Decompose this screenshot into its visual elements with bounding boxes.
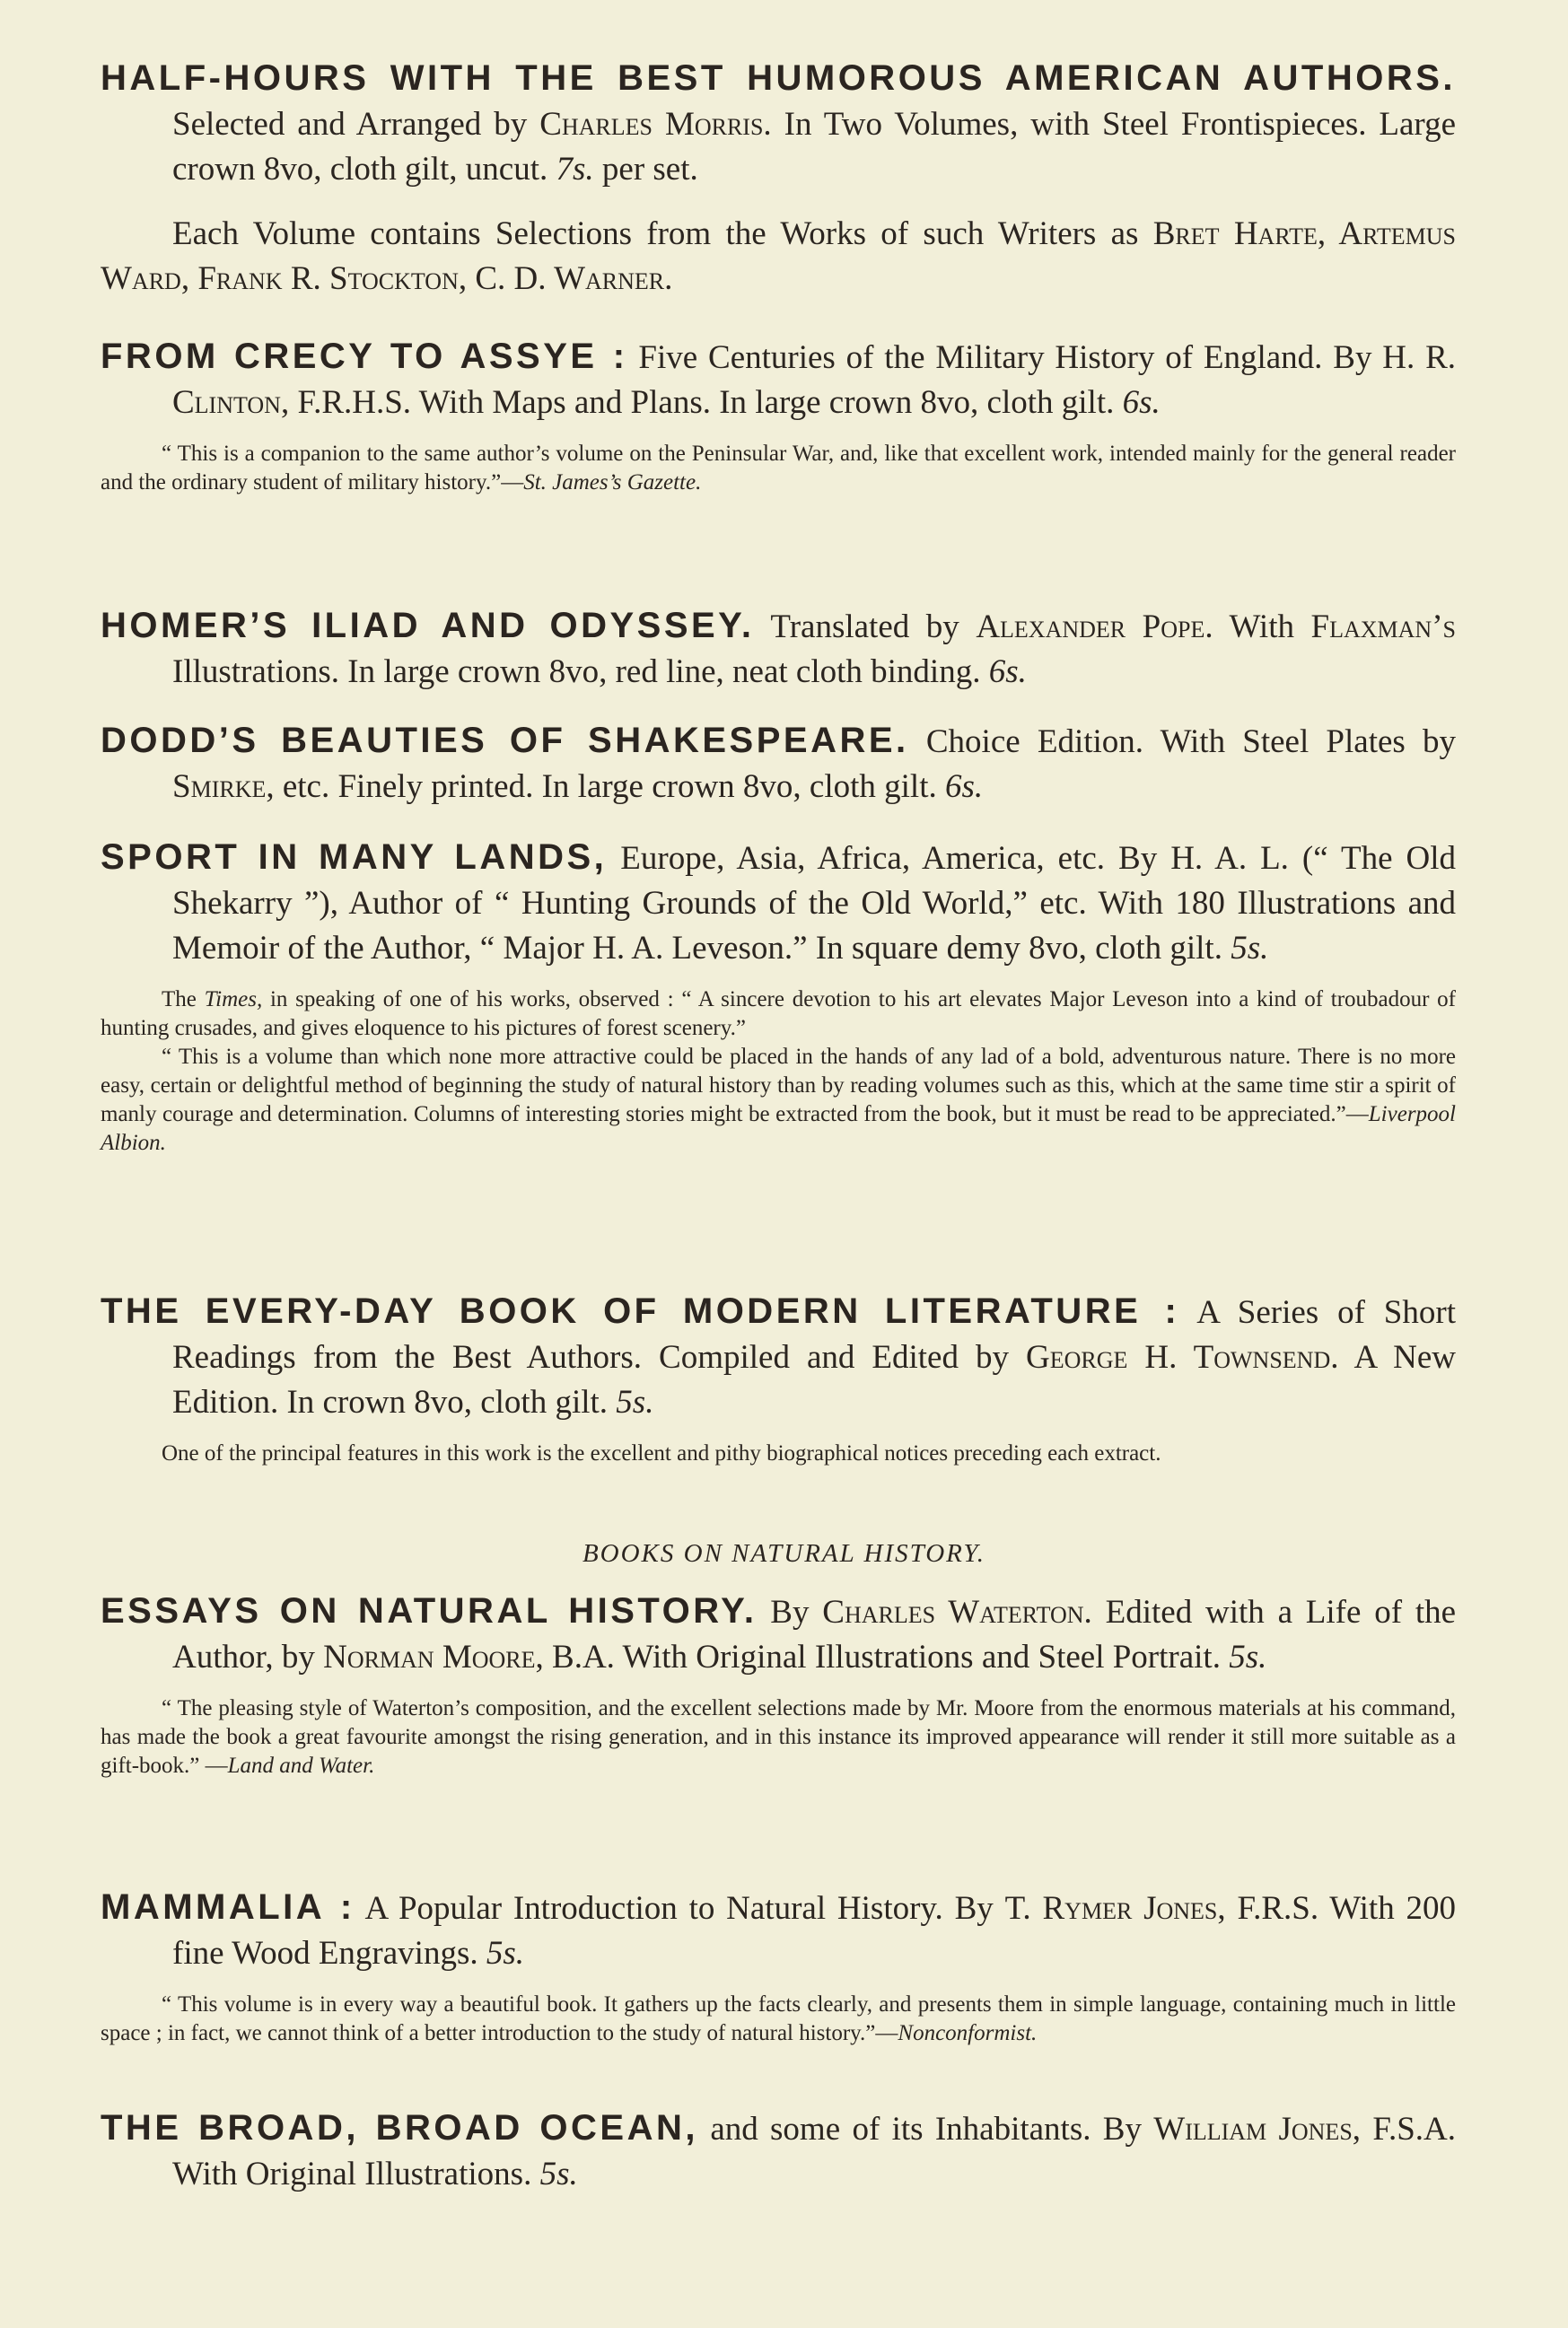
by-line: Translated by xyxy=(770,608,959,645)
book-subtitle: Five Centuries of the Military History of England. xyxy=(638,339,1323,376)
entry-essays-natural-history xyxy=(101,1588,1456,1781)
entry-half-hours xyxy=(101,56,1456,302)
author-name: George H. Townsend. xyxy=(1025,1339,1339,1376)
book-title: DODD’S BEAUTIES OF SHAKESPEARE. xyxy=(101,721,909,760)
entry-heading xyxy=(101,1885,1456,1976)
book-details: F.S.A. With Original Illustrations. xyxy=(172,2111,1457,2192)
quote-citation: Land and Water. xyxy=(227,1754,375,1778)
book-subtitle: and some of its Inhabitants. By xyxy=(710,2111,1142,2148)
connector-text: Edited with a Life of the Author, by xyxy=(172,1594,1457,1676)
author-name: William Jones, xyxy=(1153,2111,1362,2148)
entry-heading xyxy=(101,1588,1456,1680)
entry-broad-ocean xyxy=(101,2105,1456,2197)
quote-citation: Liverpool Albion. xyxy=(101,1102,1456,1155)
price: 7s. xyxy=(556,151,594,188)
entry-crecy-assye xyxy=(101,334,1456,497)
price: 5s. xyxy=(1231,930,1269,967)
price: 5s. xyxy=(539,2156,578,2192)
author-name: Alexander Pope. xyxy=(976,608,1213,645)
quote-text: “ This volume is in every way a beautiful book. It gathers up the facts clearly, and presents them in simple language, containing much in little space ; in fact, we cannot think of a better introduction to the study of natural history.”— xyxy=(101,1992,1456,2045)
book-details: etc. Finely printed. In large crown 8vo, cloth gilt. xyxy=(282,768,937,805)
price: 5s. xyxy=(486,1935,524,1972)
book-title: HALF-HOURS WITH THE BEST HUMOROUS AMERICAN AUTHORS. xyxy=(101,58,1456,98)
quote-source: Times, xyxy=(204,987,263,1011)
book-details: F.R.S. With 200 fine Wood Engravings. xyxy=(172,1890,1457,1972)
quote-text: in speaking of one of his works, observed : “ A sincere devotion to his art elevates Major Leveson into a kind of troubadour of hunting crusades, and gives eloquence to his pictures of forest scenery.” xyxy=(101,987,1457,1040)
entry-sport-many-lands xyxy=(101,835,1456,1158)
entry-mammalia xyxy=(101,1885,1456,2048)
price: 6s. xyxy=(988,653,1027,690)
author-name: T. Rymer Jones, xyxy=(1004,1890,1226,1927)
entry-heading xyxy=(101,56,1456,192)
author-name: Charles Waterton. xyxy=(822,1594,1092,1631)
review-quote xyxy=(101,1043,1456,1158)
entry-every-day-book xyxy=(101,1289,1456,1468)
entry-heading xyxy=(101,603,1456,695)
quote-citation: St. James’s Gazette. xyxy=(523,470,702,494)
illustrator-name: Flaxman’s xyxy=(1310,608,1456,645)
review-quote xyxy=(101,440,1456,497)
entry-heading xyxy=(101,2105,1456,2197)
book-details: Europe, Asia, Africa, America, etc. By H. A. L. (“ The Old Shekarry ”), Author of “ Hunting Grounds of the Old World,” etc. With 180 Illustrations and Memoir of the Author, “ Major H. A. Leveson.” In square demy 8vo, cloth gilt. xyxy=(172,840,1456,967)
entry-homer xyxy=(101,603,1456,695)
review-quote xyxy=(101,1694,1456,1781)
price-suffix: per set. xyxy=(601,151,698,188)
book-details: B.A. With Original Illustrations and Steel Portrait. xyxy=(552,1639,1221,1676)
quote-citation: Nonconformist. xyxy=(898,2021,1038,2045)
book-details: Illustrations. In large crown 8vo, red line, neat cloth binding. xyxy=(172,653,981,690)
book-title: FROM CRECY TO ASSYE : xyxy=(101,337,628,376)
book-subtitle: A Popular Introduction to Natural History. By xyxy=(364,1890,994,1927)
quote-text: “ This is a volume than which none more attractive could be placed in the hands of any lad of a bold, adventurous nature. There is no more easy, certain or delightful method of beginning the study of natural history than by reading volumes such as this, which at the same time stir a spirit of manly courage and determination. Columns of interesting stories might be extracted from the book, but it must be read to be appreciated.”— xyxy=(101,1045,1456,1126)
review-quote xyxy=(101,985,1456,1043)
book-details: In Two Volumes, with Steel Frontispieces. Large crown 8vo, cloth gilt, uncut. xyxy=(172,106,1457,188)
book-title: THE EVERY-DAY BOOK OF MODERN LITERATURE : xyxy=(101,1291,1180,1331)
quote-text: “ The pleasing style of Waterton’s composition, and the excellent selections made by Mr. Moore from the enormous materials at his command, has made the book a great favourite amongst the rising generation, and in this instance its improved appearance will render it still more suitable as a gift-book.” — xyxy=(101,1696,1456,1778)
review-quote xyxy=(101,1440,1456,1468)
illustrator-name: Smirke, xyxy=(172,768,275,805)
quote-lead: The xyxy=(162,987,197,1011)
author-name: Charles Morris. xyxy=(539,106,772,143)
review-quote xyxy=(101,1991,1456,2048)
by-line: By xyxy=(1333,339,1372,376)
entry-heading xyxy=(101,334,1456,425)
book-details: F.R.H.S. With Maps and Plans. In large crown 8vo, cloth gilt. xyxy=(297,384,1115,421)
editor-name: Norman Moore, xyxy=(323,1639,544,1676)
entry-heading xyxy=(101,718,1456,810)
writer-names: Bret Harte, Artemus Ward, Frank R. Stockton, C. D. Warner. xyxy=(101,215,1456,297)
section-heading: BOOKS ON NATURAL HISTORY. xyxy=(582,1539,986,1568)
quote-text: “ This is a companion to the same author’s volume on the Peninsular War, and, like that excellent work, intended mainly for the general reader and the ordinary student of military history.”— xyxy=(101,442,1456,494)
book-title: THE BROAD, BROAD OCEAN, xyxy=(101,2108,698,2148)
entry-heading xyxy=(101,835,1456,971)
book-title: ESSAYS ON NATURAL HISTORY. xyxy=(101,1591,758,1631)
book-subtitle: Choice Edition. With Steel Plates by xyxy=(925,723,1457,760)
price: 6s. xyxy=(1122,384,1161,421)
connector-text: With xyxy=(1229,608,1294,645)
book-details: A New Edition. In crown 8vo, cloth gilt. xyxy=(172,1339,1456,1421)
entry-heading xyxy=(101,1289,1456,1425)
quote-text: One of the principal features in this work is the excellent and pithy biographical notices preceding each extract. xyxy=(162,1441,1161,1466)
price: 6s. xyxy=(944,768,984,805)
price: 5s. xyxy=(1229,1639,1267,1676)
by-line: By xyxy=(770,1594,810,1631)
description-text: Each Volume contains Selections from the Works of such Writers as xyxy=(172,215,1139,252)
author-name: H. R. Clinton, xyxy=(172,339,1457,421)
book-title: MAMMALIA : xyxy=(101,1887,355,1927)
entry-dodds-beauties xyxy=(101,718,1456,810)
price: 5s. xyxy=(616,1384,654,1421)
by-line: Selected and Arranged by xyxy=(172,106,528,143)
book-title: SPORT IN MANY LANDS, xyxy=(101,837,608,877)
book-title: HOMER’S ILIAD AND ODYSSEY. xyxy=(101,606,755,645)
entry-description xyxy=(101,212,1456,302)
book-subtitle: A Series of Short Readings from the Best Authors. Compiled and Edited by xyxy=(172,1294,1456,1376)
